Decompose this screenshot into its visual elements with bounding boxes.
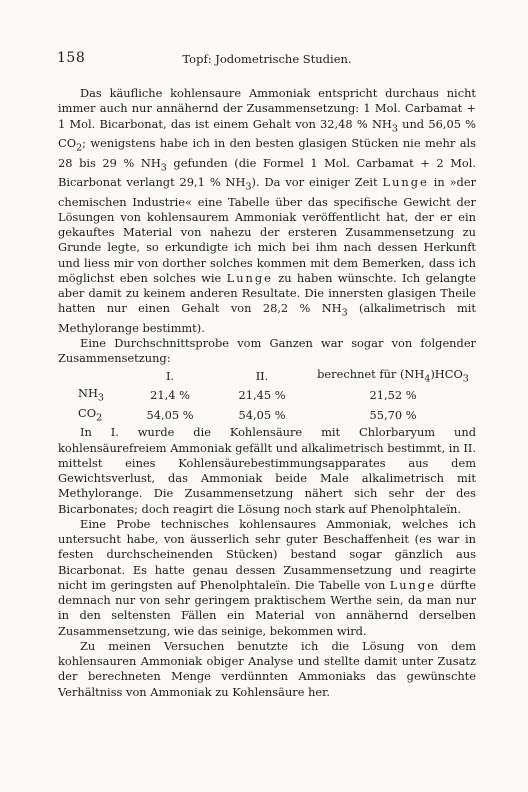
table-cell: 21,52 % bbox=[369, 388, 417, 403]
author-name-lunge: Lunge bbox=[226, 270, 273, 285]
running-title: Topf: Jodometrische Studien. bbox=[182, 52, 352, 66]
paragraph-commercial-ammonia: Das käufliche kohlensaure Ammoniak entspricht durchaus nicht immer auch nur annähernd der Zusammensetzung: 1 Mol. Carbamat + 1 Mol. Bicarbonat, das ist einem Gehalt von 32,48 % $NH_3$ und 56,05 % $CO_2$; wenigstens habe ich in den besten glasigen Stücken nie mehr als 28 bis 29 % $NH_3$ gefunden (die Formel 1 Mol. Carbamat + 2 Mol. Bicarbonat verlangt 29,1 % $NH_3$). Da vor einiger Zeit Lunge in »der chemischen Industrie« eine Tabelle über das specifische Gewicht der Lösungen von kohlensaurem Ammoniak veröffentlicht hat, der er ein gekauftes Material von nahezu der ersteren Zusammensetzung zu Grunde legte, so erkundigte ich mich bei ihm nach dessen Herkunft und liess mir von dorther solches kommen mit dem Bemerken, dass ich möglichst eben solches wie Lunge zu haben wünschte. Ich gelangte aber damit zu keinem anderen Resultate. Die innersten glasigen Theile hatten nur einen Gehalt von 28,2 % $NH_3$ (alkalimetrisch mit Methylorange bestimmt). bbox=[58, 86, 477, 335]
table-cell: 54,05 % bbox=[238, 407, 286, 422]
page-number: 158 bbox=[57, 50, 86, 66]
table-row bbox=[58, 386, 476, 406]
body-text bbox=[58, 86, 476, 700]
row-label-nh3: $NH_3$ bbox=[78, 386, 104, 404]
table-header-row bbox=[58, 367, 476, 387]
table-cell: 21,4 % bbox=[150, 388, 190, 403]
column-header-calculated: berechnet für $(NH_4)HCO_3$ bbox=[317, 366, 469, 384]
row-label-co2: $CO_2$ bbox=[78, 405, 103, 423]
paragraph-methods: In I. wurde die Kohlensäure mit Chlorbaryum und kohlensäurefreiem Ammoniak gefällt und alkalimetrisch bestimmt, in II. mittelst eines Kohlensäurebestimmungsapparates aus dem Gewichtsverlust, das Ammoniak beide Male alkalimetrisch mit Methylorange. Die Zusammensetzung nähert sich sehr der des Bicarbonates; doch reagirt die Lösung noch stark auf Phenolphtaleïn. bbox=[58, 425, 476, 516]
author-name-lunge: Lunge bbox=[382, 175, 429, 190]
composition-table bbox=[58, 367, 476, 426]
table-row bbox=[58, 406, 476, 426]
author-name-lunge: Lunge bbox=[389, 577, 436, 592]
table-cell: 21,45 % bbox=[238, 388, 286, 403]
column-header-i: I. bbox=[165, 368, 175, 383]
table-cell: 55,70 % bbox=[369, 407, 417, 422]
column-header-ii: II. bbox=[255, 368, 269, 383]
paragraph-sample-intro: Eine Durchschnittsprobe vom Ganzen war sogar von folgender Zusammensetzung: bbox=[58, 336, 476, 366]
table-cell: 54,05 % bbox=[146, 407, 194, 422]
page-header bbox=[57, 50, 477, 70]
paragraph-experiments: Zu meinen Versuchen benutzte ich die Lösung von dem kohlensauren Ammoniak obiger Analyse und stellte damit unter Zusatz der berechneten Menge verdünnten Ammoniaks das gewünschte Verhältniss von Ammoniak zu Kohlensäure her. bbox=[58, 638, 476, 699]
paragraph-technical-sample: Eine Probe technisches kohlensaures Ammoniak, welches ich untersucht habe, von äusserlich sehr guter Beschaffenheit (es war in festen durchscheinenden Stücken) bestand sogar gänzlich aus Bicarbonat. Es hatte genau dessen Zusammensetzung und reagirte nicht im geringsten auf Phenolphtaleïn. Die Tabelle von Lunge dürfte demnach nur von sehr geringem praktischem Werthe sein, da man nur in den seltensten Fällen ein Material von annähernd derselben Zusammensetzung, wie das seinige, bekommen wird. bbox=[58, 516, 476, 638]
